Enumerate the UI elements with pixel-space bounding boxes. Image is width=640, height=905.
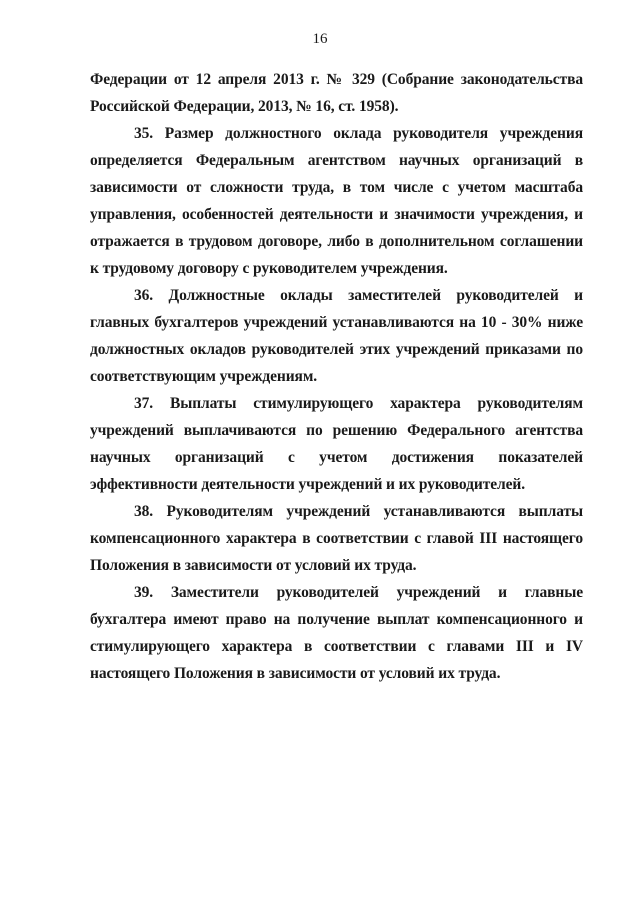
paragraph-35: 35. Размер должностного оклада руководителя учреждения определяется Федеральным агентством научных организаций в зависимости от сложности труда, в том числе с учетом масштаба управления, особенностей деятельности и значимости учреждения, и отражается в трудовом договоре, либо в дополнительном соглашении к трудовому договору с руководителем учреждения. bbox=[90, 125, 583, 277]
paragraph-continuation: Федерации от 12 апреля 2013 г. № 329 (Собрание законодательства Российской Федерации, 2013, № 16, ст. 1958). bbox=[90, 71, 583, 115]
document-body bbox=[90, 66, 583, 687]
paragraph-39: 39. Заместители руководителей учреждений и главные бухгалтера имеют право на получение выплат компенсационного и стимулирующего характера в соответствии с главами III и IV настоящего Положения в зависимости от условий их труда. bbox=[90, 584, 583, 682]
paragraph-37: 37. Выплаты стимулирующего характера руководителям учреждений выплачиваются по решению Федерального агентства научных организаций с учетом достижения показателей эффективности деятельности учреждений и их руководителей. bbox=[90, 395, 583, 493]
paragraph-38: 38. Руководителям учреждений устанавливаются выплаты компенсационного характера в соответствии с главой III настоящего Положения в зависимости от условий их труда. bbox=[90, 503, 583, 574]
paragraph-36: 36. Должностные оклады заместителей руководителей и главных бухгалтеров учреждений устанавливаются на 10 - 30% ниже должностных окладов руководителей этих учреждений приказами по соответствующим учреждениям. bbox=[90, 287, 583, 385]
page-number: 16 bbox=[312, 31, 328, 47]
